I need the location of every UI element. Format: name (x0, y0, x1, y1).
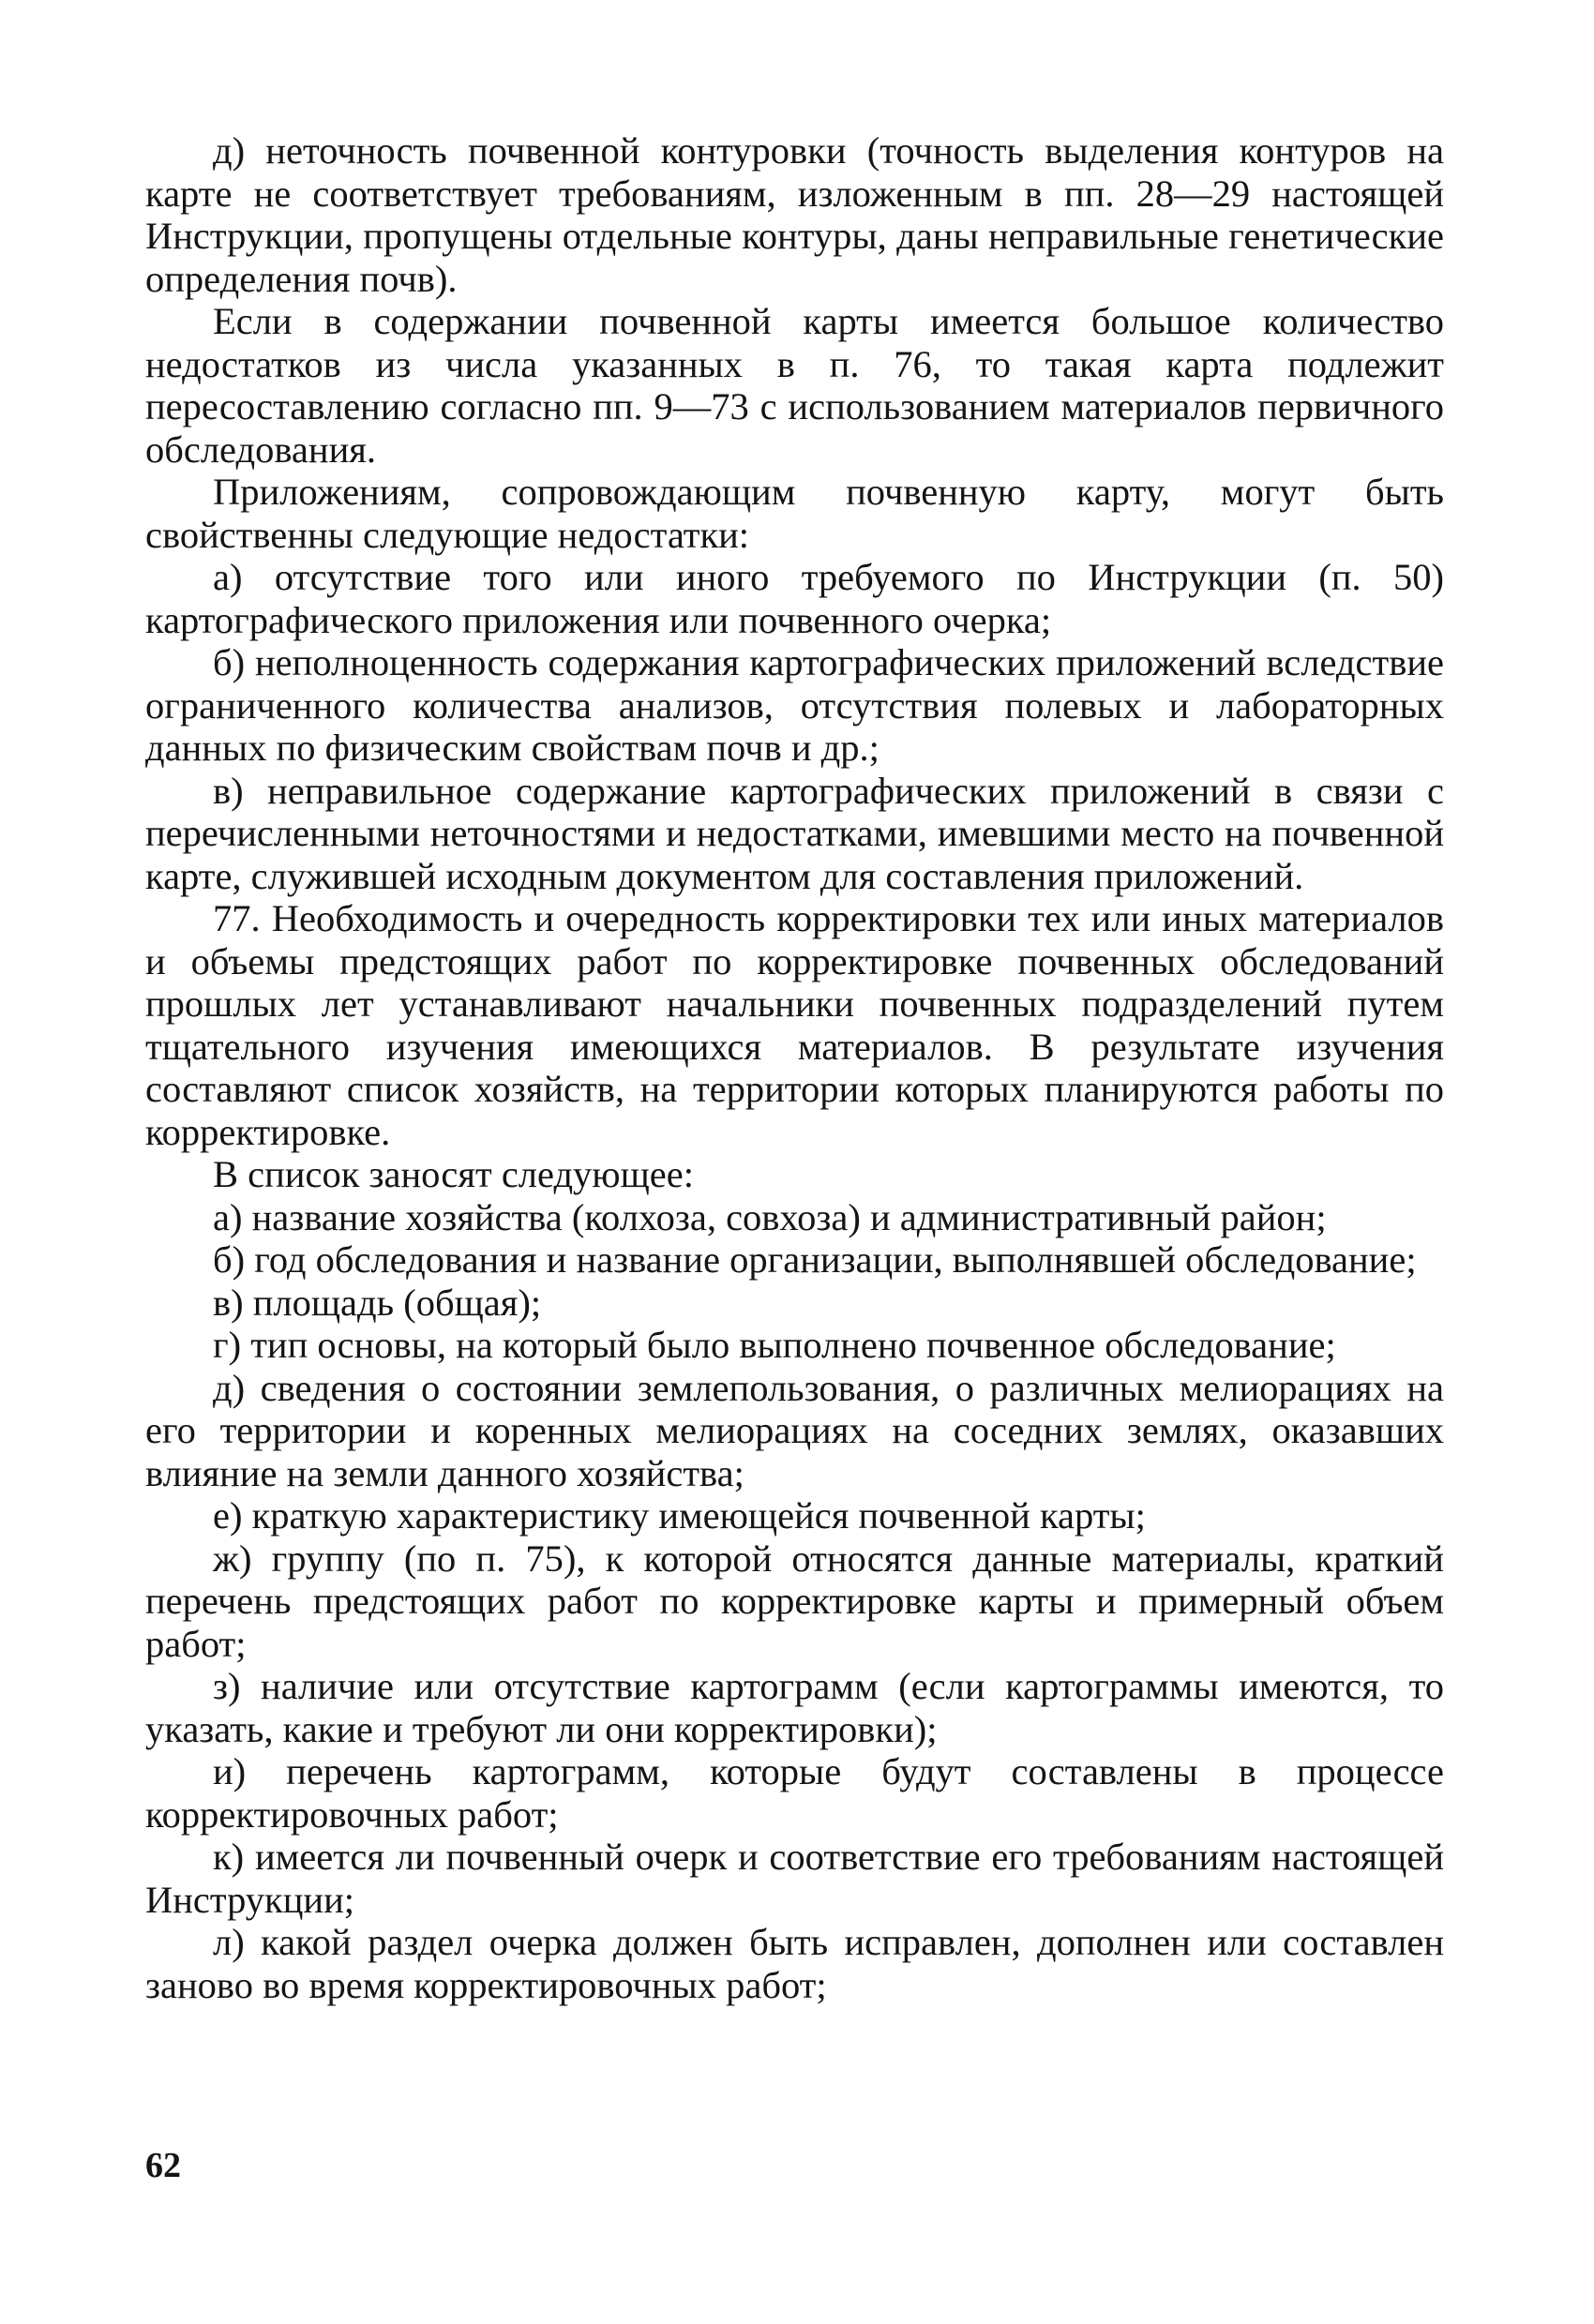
list-item-land-use: д) сведения о состоянии землепользования, о различных мелиорациях на его территории и коренных мелиорациях на соседних землях, оказавших влияние на земли данного хозяйства; (145, 1366, 1444, 1494)
list-item-essay-section: л) какой раздел очерка должен быть исправлен, дополнен или составлен заново во время корректировочных работ; (145, 1921, 1444, 2006)
list-item-incomplete-content: б) неполноценность содержания картографических приложений вследствие ограниченного количества анализов, отсутствия полевых и лабораторных данных по физическим свойствам почв и др.; (145, 641, 1444, 769)
list-item-cartograms-presence: з) наличие или отсутствие картограмм (если картограммы имеются, то указать, какие и требуют ли они корректировки); (145, 1665, 1444, 1750)
page-text-column (145, 129, 1444, 2006)
list-item-incorrect-content: в) неправильное содержание картографических приложений в связи с перечисленными неточностями и недостатками, имевшими место на почвенной карте, служившей исходным документом для составления приложений. (145, 769, 1444, 897)
list-item-area: в) площадь (общая); (213, 1281, 542, 1324)
list-item-map-description: е) краткую характеристику имеющейся почвенной карты; (213, 1494, 1146, 1537)
list-item-base-type: г) тип основы, на который было выполнено почвенное обследование; (213, 1324, 1336, 1366)
list-item-farm-name: а) название хозяйства (колхоза, совхоза) и административный район; (213, 1195, 1327, 1238)
list-item-missing-appendix: а) отсутствие того или иного требуемого по Инструкции (п. 50) картографического приложения или почвенного очерка; (145, 556, 1444, 641)
paragraph-list-intro: В список заносят следующее: (213, 1153, 694, 1195)
list-item-survey-year: б) год обследования и название организации, выполнявшей обследование; (213, 1238, 1417, 1281)
paragraph-appendix-shortcomings-intro: Приложениям, сопровождающим почвенную карту, могут быть свойственны следующие недостатки: (145, 471, 1444, 556)
list-item-cartograms-list: и) перечень картограмм, которые будут составлены в процессе корректировочных работ; (145, 1750, 1444, 1836)
paragraph-incorrect-contouring: д) неточность почвенной контуровки (точность выделения контуров на карте не соответствует требованиям, изложенным в пп. 28—29 настоящей Инструкции, пропущены отдельные контуры, даны неправильные генетические определения почв). (145, 129, 1444, 300)
list-item-group: ж) группу (по п. 75), к которой относятся данные материалы, краткий перечень предстоящих работ по корректировке карты и примерный объем работ; (145, 1537, 1444, 1665)
page-number: 62 (145, 2146, 181, 2185)
paragraph-section-77: 77. Необходимость и очередность корректировки тех или иных материалов и объемы предстоящих работ по корректировке почвенных обследований прошлых лет устанавливают начальники почвенных подразделений путем тщательного изучения имеющихся материалов. В результате изучения составляют список хозяйств, на территории которых планируются работы по корректировке. (145, 897, 1444, 1153)
list-item-soil-essay: к) имеется ли почвенный очерк и соответствие его требованиям настоящей Инструкции; (145, 1836, 1444, 1921)
paragraph-map-recompilation: Если в содержании почвенной карты имеется большое количество недостатков из числа указанных в п. 76, то такая карта подлежит пересоставлению согласно пп. 9—73 с использованием материалов первичного обследования. (145, 300, 1444, 471)
